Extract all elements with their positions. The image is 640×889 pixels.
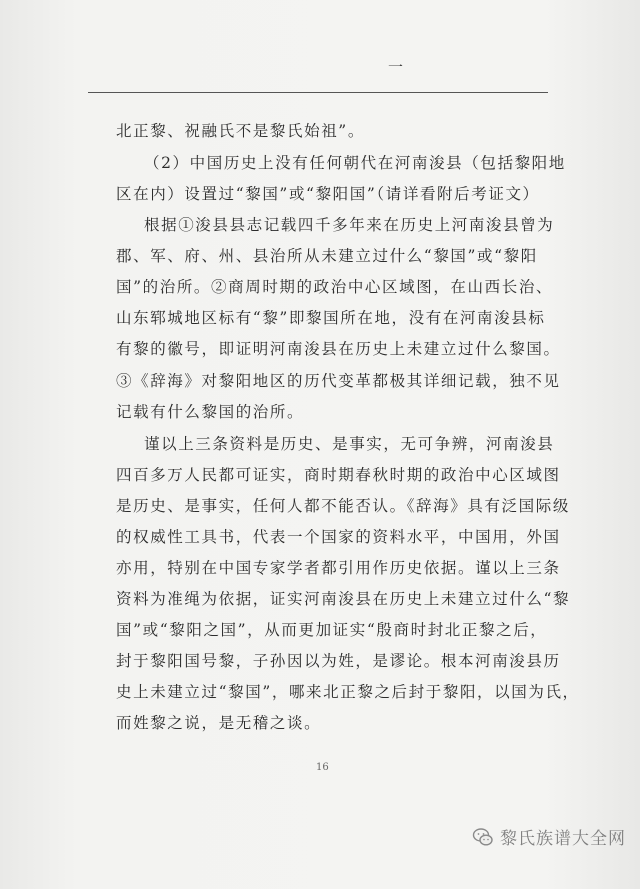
text-line: ③《辞海》对黎阳地区的历代变革都极其详细记载，独不见 [116, 372, 561, 390]
text-line: 区在内）设置过“黎国”或“黎阳国”（请详看附后考证文） [116, 185, 540, 203]
text-line: （2）中国历史上没有任何朝代在河南浚县（包括黎阳地 [144, 154, 566, 172]
wechat-icon [472, 826, 494, 848]
watermark-text: 黎氏族谱大全网 [500, 829, 626, 849]
text-line: 四百多万人民都可证实，商时期春秋时期的政治中心区域图 [116, 466, 561, 484]
text-line: 谨以上三条资料是历史、是事实，无可争辨，河南浚县 [144, 435, 555, 453]
text-line: 封于黎阳国号黎，子孙因以为姓，是谬论。根本河南浚县历 [116, 652, 561, 670]
text-line: 郡、军、府、州、县治所从未建立过什么“黎国”或“黎阳 [116, 247, 538, 265]
text-line: 资料为准绳为依据，证实河南浚县在历史上未建立过什么“黎 [116, 590, 571, 608]
text-line: 山东郓城地区标有“黎”即黎国所在地，没有在河南浚县标 [116, 309, 546, 327]
header-mark: 一 [388, 58, 404, 76]
text-line: 北正黎、祝融氏不是黎氏始祖”。 [116, 122, 365, 140]
text-line: 亦用，特别在中国专家学者都引用作历史依据。谨以上三条 [116, 559, 561, 577]
text-line: 的权威性工具书，代表一个国家的资料水平，中国用，外国 [116, 528, 561, 546]
header-rule [88, 92, 548, 93]
text-line: 是历史、是事实，任何人都不能否认。《辞海》具有泛国际级 [116, 497, 570, 515]
text-line: 史上未建立过“黎国”，哪来北正黎之后封于黎阳，以国为氏， [116, 683, 580, 701]
text-line: 而姓黎之说，是无稽之谈。 [116, 714, 322, 732]
text-line: 根据①浚县县志记载四千多年来在历史上河南浚县曾为 [144, 216, 555, 234]
text-line: 国”的治所。②商周时期的政治中心区域图，在山西长治、 [116, 278, 554, 296]
text-line: 记载有什么黎国的治所。 [116, 403, 305, 421]
text-line: 有黎的徽号，即证明河南浚县在历史上未建立过什么黎国。 [116, 340, 561, 358]
text-line: 国”或“黎阳之国”，从而更加证实“殷商时封北正黎之后， [116, 621, 548, 639]
page-number: 16 [316, 762, 329, 773]
watermark [472, 824, 626, 849]
